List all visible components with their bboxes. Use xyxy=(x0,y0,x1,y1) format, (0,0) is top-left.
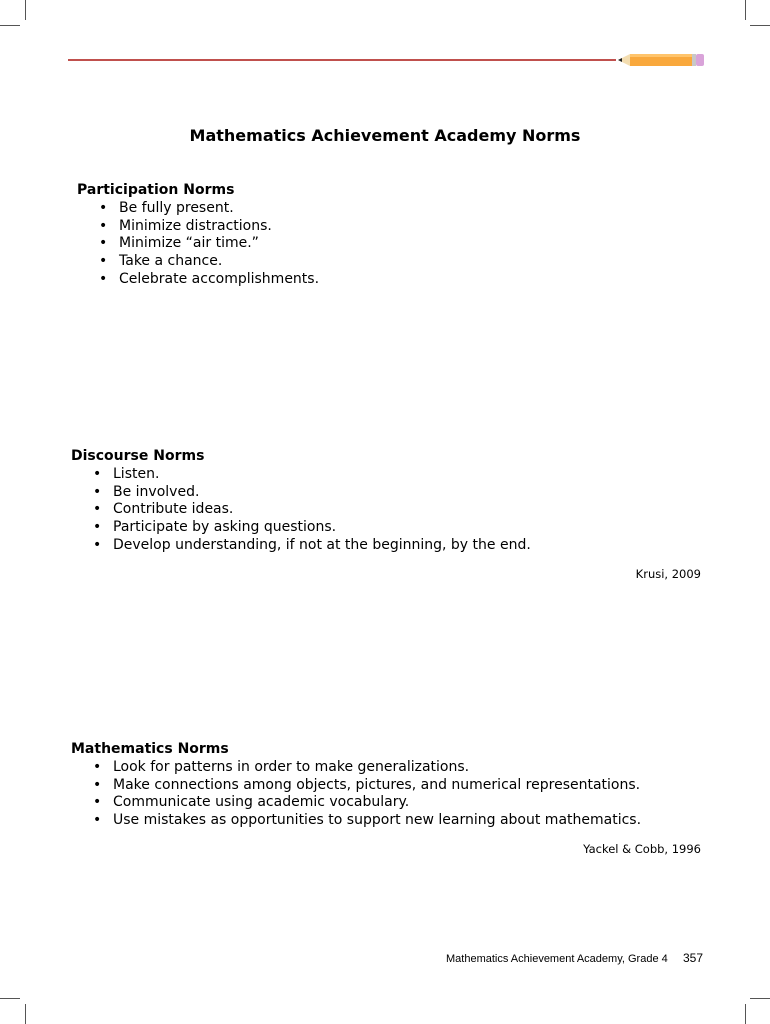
list-item: • Listen. xyxy=(91,466,531,484)
section-heading: Discourse Norms xyxy=(71,448,205,464)
list-item: • Be involved. xyxy=(91,484,531,502)
crop-mark xyxy=(25,1004,26,1024)
participation-norms-section xyxy=(77,182,319,289)
list-item: • Develop understanding, if not at the beginning, by the end. xyxy=(91,537,531,555)
section-heading: Participation Norms xyxy=(77,182,235,198)
list-item: • Look for patterns in order to make generalizations. xyxy=(91,759,641,777)
list-item: • Communicate using academic vocabulary. xyxy=(91,794,641,812)
footer-title: Mathematics Achievement Academy, Grade 4 xyxy=(446,953,668,965)
list-item: • Be fully present. xyxy=(97,200,319,218)
crop-mark xyxy=(0,25,20,26)
list-item: • Participate by asking questions. xyxy=(91,519,531,537)
list-item: • Use mistakes as opportunities to support new learning about mathematics. xyxy=(91,812,641,830)
norms-list xyxy=(91,759,641,830)
section-heading: Mathematics Norms xyxy=(71,741,229,757)
pencil-icon xyxy=(618,52,706,68)
list-item: • Contribute ideas. xyxy=(91,501,531,519)
list-item: • Make connections among objects, pictures, and numerical representations. xyxy=(91,777,641,795)
citation: Yackel & Cobb, 1996 xyxy=(583,842,701,856)
norms-list xyxy=(97,200,319,289)
crop-mark xyxy=(750,25,770,26)
mathematics-norms-section xyxy=(71,741,641,830)
page-title: Mathematics Achievement Academy Norms xyxy=(189,126,581,145)
crop-mark xyxy=(25,0,26,20)
crop-mark xyxy=(745,1004,746,1024)
list-item: • Take a chance. xyxy=(97,253,319,271)
list-item: • Minimize distractions. xyxy=(97,218,319,236)
crop-mark xyxy=(745,0,746,20)
discourse-norms-section xyxy=(71,448,531,555)
crop-mark xyxy=(0,998,20,999)
list-item: • Minimize “air time.” xyxy=(97,235,319,253)
list-item: • Celebrate accomplishments. xyxy=(97,271,319,289)
page-number: 357 xyxy=(683,951,704,965)
norms-list xyxy=(91,466,531,555)
citation: Krusi, 2009 xyxy=(635,567,701,581)
header-rule xyxy=(68,59,616,61)
crop-mark xyxy=(750,998,770,999)
